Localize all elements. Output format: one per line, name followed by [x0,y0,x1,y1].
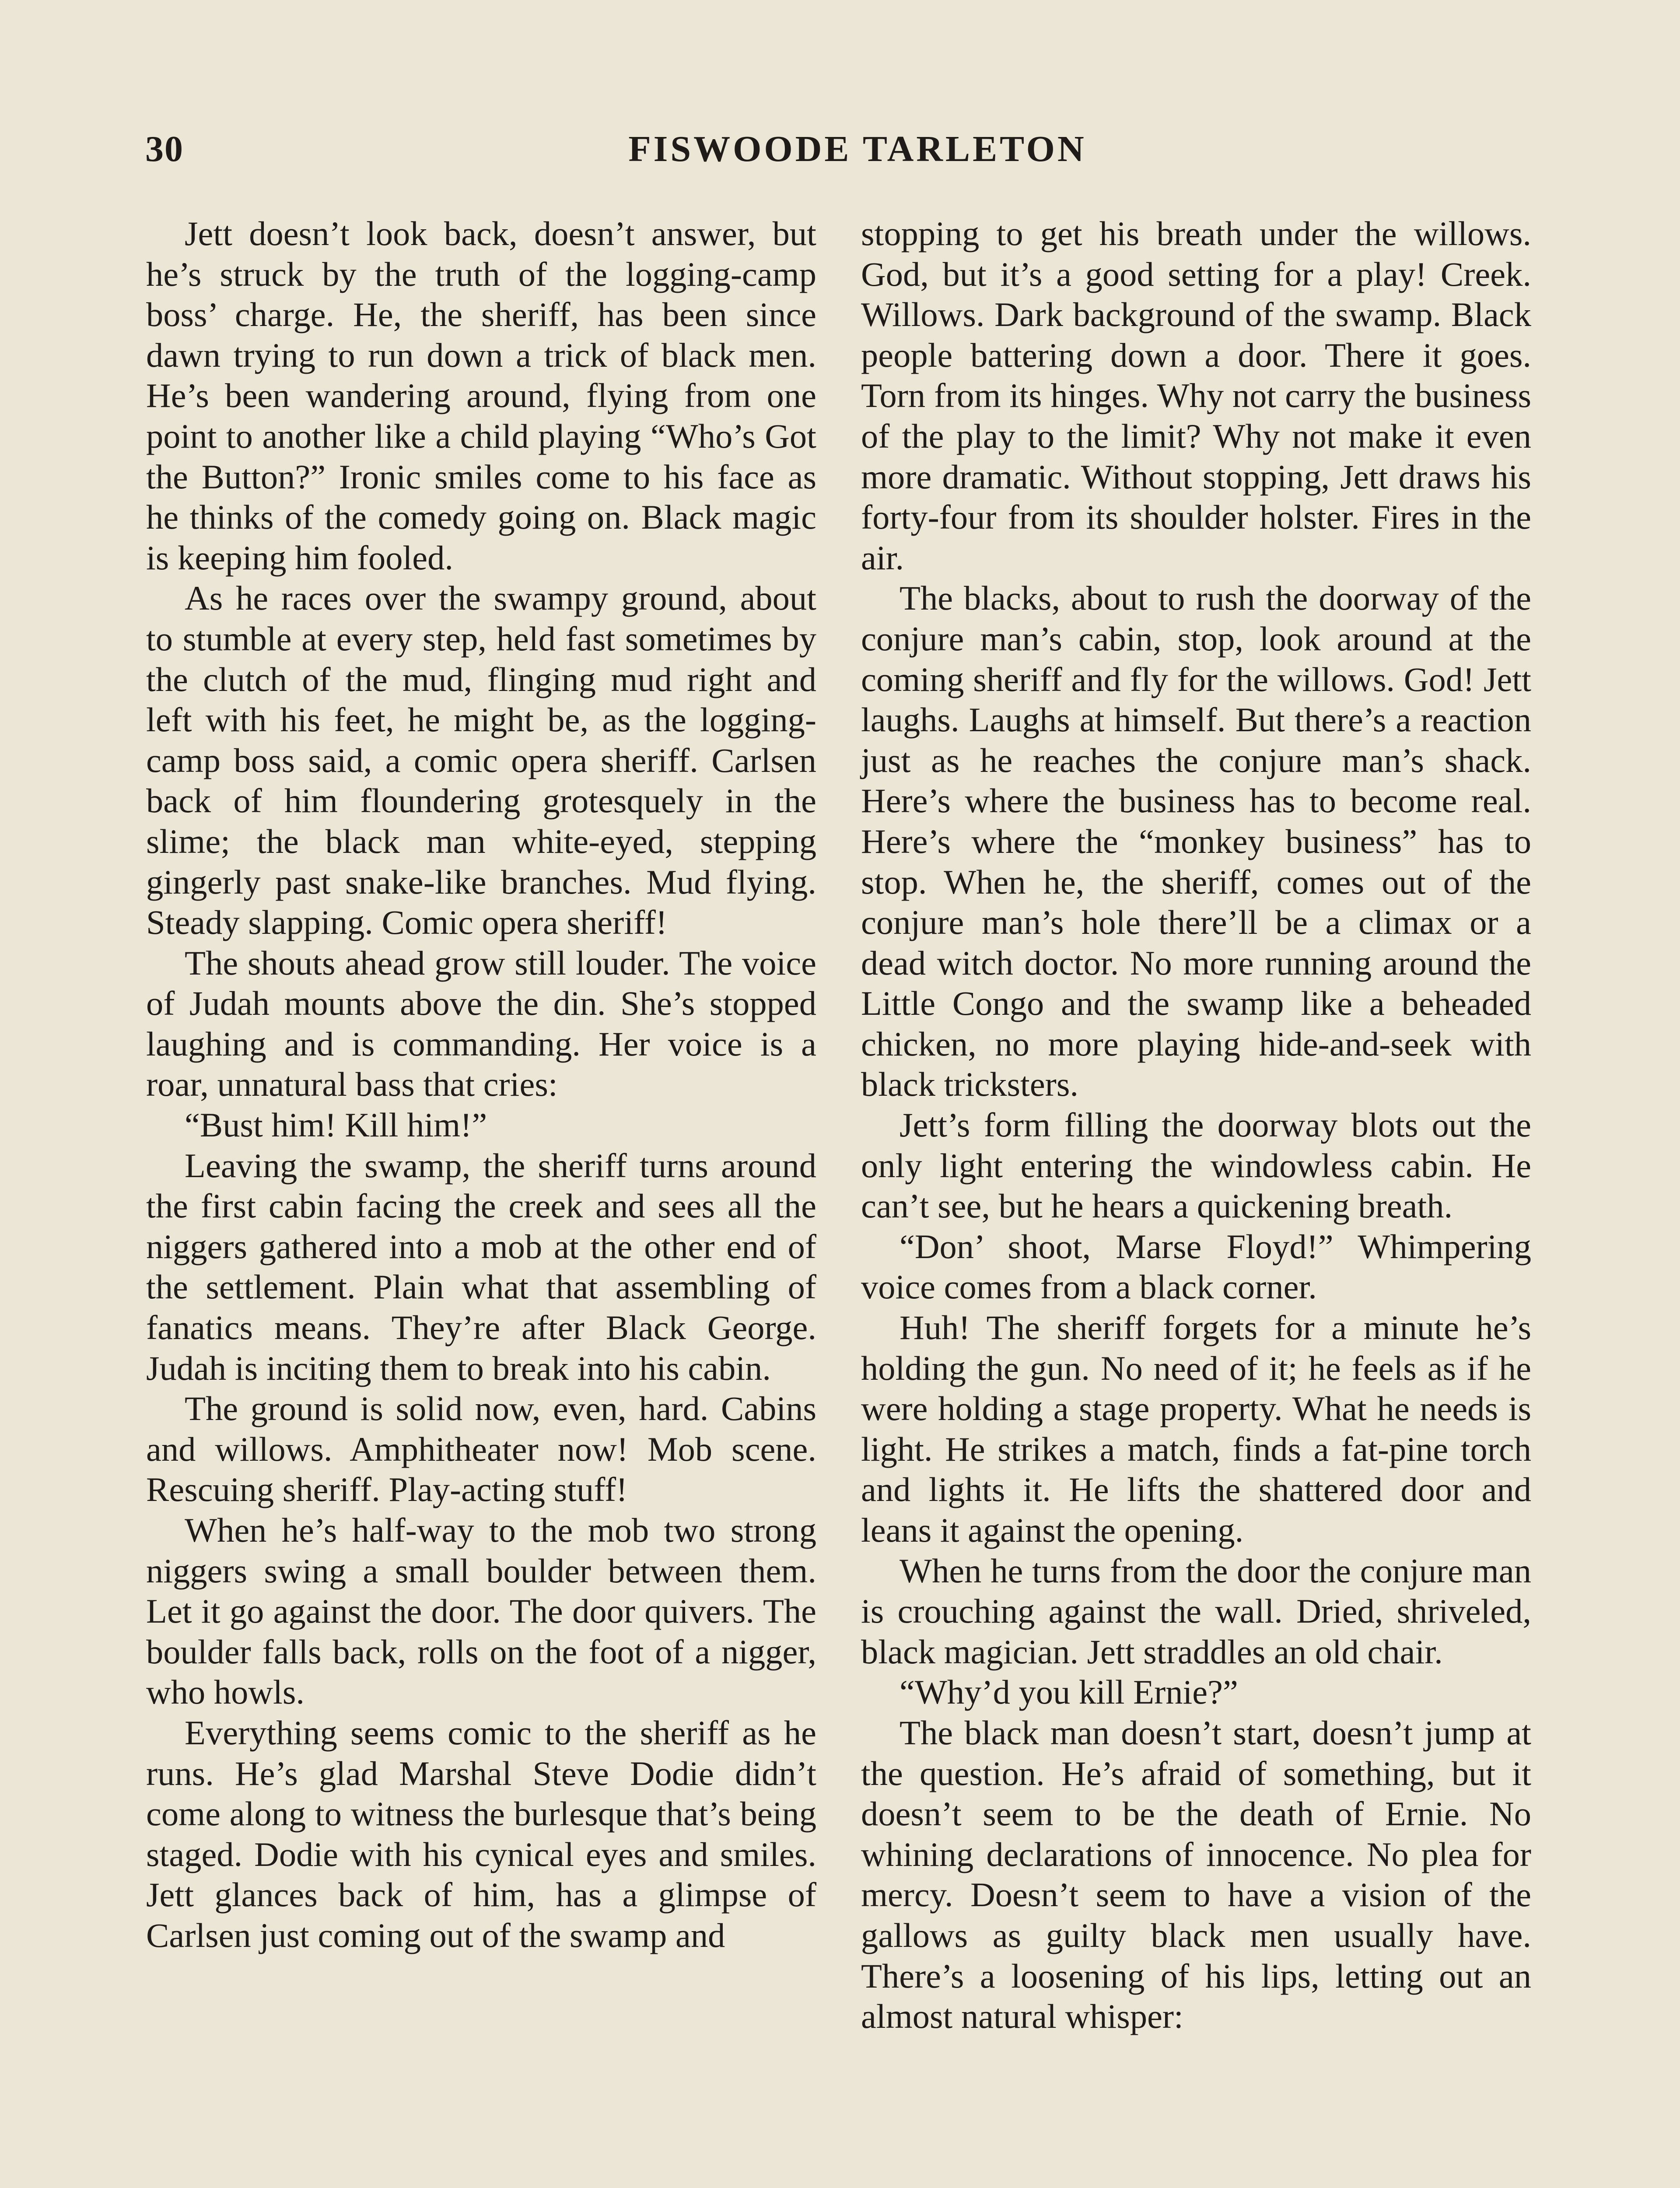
paragraph: Leaving the swamp, the sheriff turns around the first cabin facing the creek and sees all the niggers gathered into a mob at the other end of the settlement. Plain what that assembling of fanatics means. They’re after Black George. Judah is inciting them to break into his cabin. [146,1146,816,1387]
paragraph: “Bust him! Kill him!” [185,1106,487,1144]
page-number: 30 [145,129,184,169]
paragraph: “Don’ shoot, Marse Floyd!” Whimpering voice comes from a black corner. [861,1227,1531,1306]
paragraph: As he races over the swampy ground, about to stumble at every step, held fast sometimes by the clutch of the mud, flinging mud right and left with his feet, he might be, as the logging-camp boss said, a comic opera sheriff. Carlsen back of him floundering grotesquely in the slime; the black man white-eyed, stepping gingerly past snake-like branches. Mud flying. Steady slapping. Comic opera sheriff! [146,579,816,942]
paragraph: When he turns from the door the conjure man is crouching against the wall. Dried, shriveled, black magician. Jett straddles an old chair. [861,1551,1531,1671]
paragraph: The blacks, about to rush the doorway of the conjure man’s cabin, stop, look around at the coming sheriff and fly for the willows. God! Jett laughs. Laughs at himself. But there’s a reaction just as he reaches the conjure man’s shack. Here’s where the business has to become real. Here’s where the “monkey business” has to stop. When he, the sheriff, comes out of the conjure man’s hole there’ll be a climax or a dead witch doctor. No more running around the Little Congo and the swamp like a beheaded chicken, no more playing hide-and-seek with black tricksters. [861,579,1531,1104]
left-column [146,214,816,1956]
paragraph: “Why’d you kill Ernie?” [900,1673,1238,1711]
paragraph: Jett doesn’t look back, doesn’t answer, but he’s struck by the truth of the logging-camp boss’ charge. He, the sheriff, has been since dawn trying to run down a trick of black men. He’s been wandering around, flying from one point to another like a child playing “Who’s Got the Button?” Ironic smiles come to his face as he thinks of the comedy going on. Black magic is keeping him fooled. [146,214,816,577]
paragraph: The black man doesn’t start, doesn’t jump at the question. He’s afraid of something, but it doesn’t seem to be the death of Ernie. No whining declarations of innocence. No plea for mercy. Doesn’t seem to have a vision of the gallows as guilty black men usually have. There’s a loosening of his lips, letting out an almost natural whisper: [861,1713,1531,2036]
running-head: FISWOODE TARLETON [628,129,1087,169]
paragraph: The shouts ahead grow still louder. The voice of Judah mounts above the din. She’s stopped laughing and is commanding. Her voice is a roar, unnatural bass that cries: [146,943,816,1104]
paragraph: The ground is solid now, even, hard. Cabins and willows. Amphitheater now! Mob scene. Rescuing sheriff. Play-acting stuff! [146,1389,816,1509]
paragraph: Huh! The sheriff forgets for a minute he’s holding the gun. No need of it; he feels as if he were holding a stage property. What he needs is light. He strikes a match, finds a fat-pine torch and lights it. He lifts the shattered door and leans it against the opening. [861,1308,1531,1549]
paragraph: When he’s half-way to the mob two strong niggers swing a small boulder between them. Let it go against the door. The door quivers. The boulder falls back, rolls on the foot of a nigger, who howls. [146,1511,816,1711]
paragraph: Everything seems comic to the sheriff as he runs. He’s glad Marshal Steve Dodie didn’t come along to witness the burlesque that’s being staged. Dodie with his cynical eyes and smiles. Jett glances back of him, has a glimpse of Carlsen just coming out of the swamp and [146,1713,816,1954]
right-column [861,214,1531,2037]
paragraph: Jett’s form filling the doorway blots out the only light entering the windowless cabin. He can’t see, but he hears a quickening breath. [861,1106,1531,1225]
paragraph-continuation: stopping to get his breath under the willows. God, but it’s a good setting for a play! Creek. Willows. Dark background of the swamp. Black people battering down a door. There it goes. Torn from its hinges. Why not carry the business of the play to the limit? Why not make it even more dramatic. Without stopping, Jett draws his forty-four from its shoulder holster. Fires in the air. [861,214,1531,577]
